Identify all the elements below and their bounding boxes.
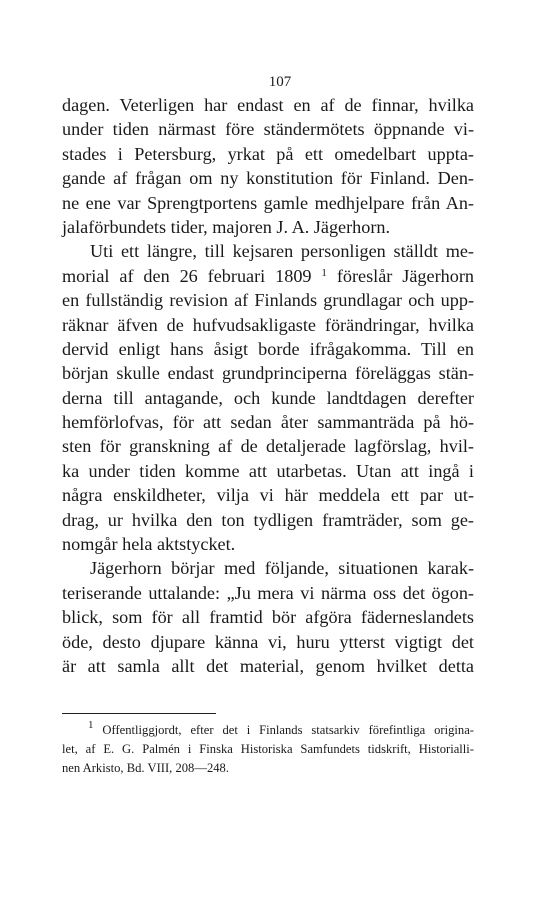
text-line: jalaförbundets tider, majoren J. A. Jägerhorn. (62, 216, 391, 237)
text-line-paragraph-start: Jägerhorn börjar med följande, situationen karak- (90, 558, 474, 579)
text-line: nomgår hela aktstycket. (62, 534, 236, 555)
footnote-line: let, af E. G. Palmén i Finska Historiska Samfundets tidskrift, Historialli- (62, 742, 474, 756)
footnote-text: Offentliggjordt, efter det i Finlands statsarkiv förefintliga origina- (102, 723, 474, 737)
footnote-line (62, 721, 474, 740)
text-segment: föreslår Jägerhorn (336, 265, 474, 286)
text-line-paragraph-start: Uti ett längre, till kejsaren personligen ställdt me- (90, 241, 474, 262)
text-line: ne ene var Sprengtportens gamle medhjelpare från An- (62, 192, 474, 213)
text-line: hemförlofvas, för att sedan åter sammanträda på hö- (62, 412, 474, 433)
text-line-with-footnote (62, 264, 474, 288)
text-line: derna till antagande, och kunde landtdagen derefter (62, 387, 474, 408)
footnote-divider (62, 713, 216, 714)
text-line: dagen. Veterligen har endast en af de finnar, hvilka (62, 95, 474, 115)
text-line: teriserande uttalande: „Ju mera vi närma oss det ögon- (62, 582, 474, 603)
page-number: 107 (268, 74, 292, 90)
text-segment: morial af den 26 februari 1809 (62, 265, 312, 286)
text-line: dervid enligt hans åsigt borde ifrågakomma. Till en (62, 338, 474, 359)
text-line: öde, desto djupare känna vi, huru ytterst vigtigt det (62, 631, 474, 652)
text-line: är att samla allt det material, genom hvilket detta (62, 655, 474, 676)
text-line: ka under tiden komme att utarbetas. Utan att ingå i (62, 460, 474, 481)
footnote (62, 721, 474, 778)
text-line: sten för granskning af de detaljerade lagförslag, hvil- (62, 436, 474, 457)
body-text (62, 93, 474, 678)
text-line: några enskildheter, vilja vi här meddela ett par ut- (62, 485, 474, 506)
text-line: gande af frågan om ny konstitution för Finland. Den- (62, 168, 474, 189)
text-line: under tiden närmast före ständermötets öppnande vi- (62, 119, 474, 140)
text-line: stades i Petersburg, yrkat på ett omedelbart uppta- (62, 143, 474, 164)
text-line: räknar äfven de hufvudsakligaste förändringar, hvilka (62, 314, 474, 335)
footnote-marker: 1 (88, 719, 94, 731)
footnote-reference: 1 (321, 266, 327, 279)
text-line: drag, ur hvilka den ton tydligen framträder, som ge- (62, 509, 474, 530)
text-line: blick, som för all framtid bör afgöra fäderneslandets (62, 607, 474, 628)
text-line: början skulle endast grundprinciperna föreläggas stän- (62, 363, 474, 384)
footnote-line: nen Arkisto, Bd. VIII, 208—248. (62, 761, 229, 775)
text-line: en fullständig revision af Finlands grundlagar och upp- (62, 290, 474, 311)
